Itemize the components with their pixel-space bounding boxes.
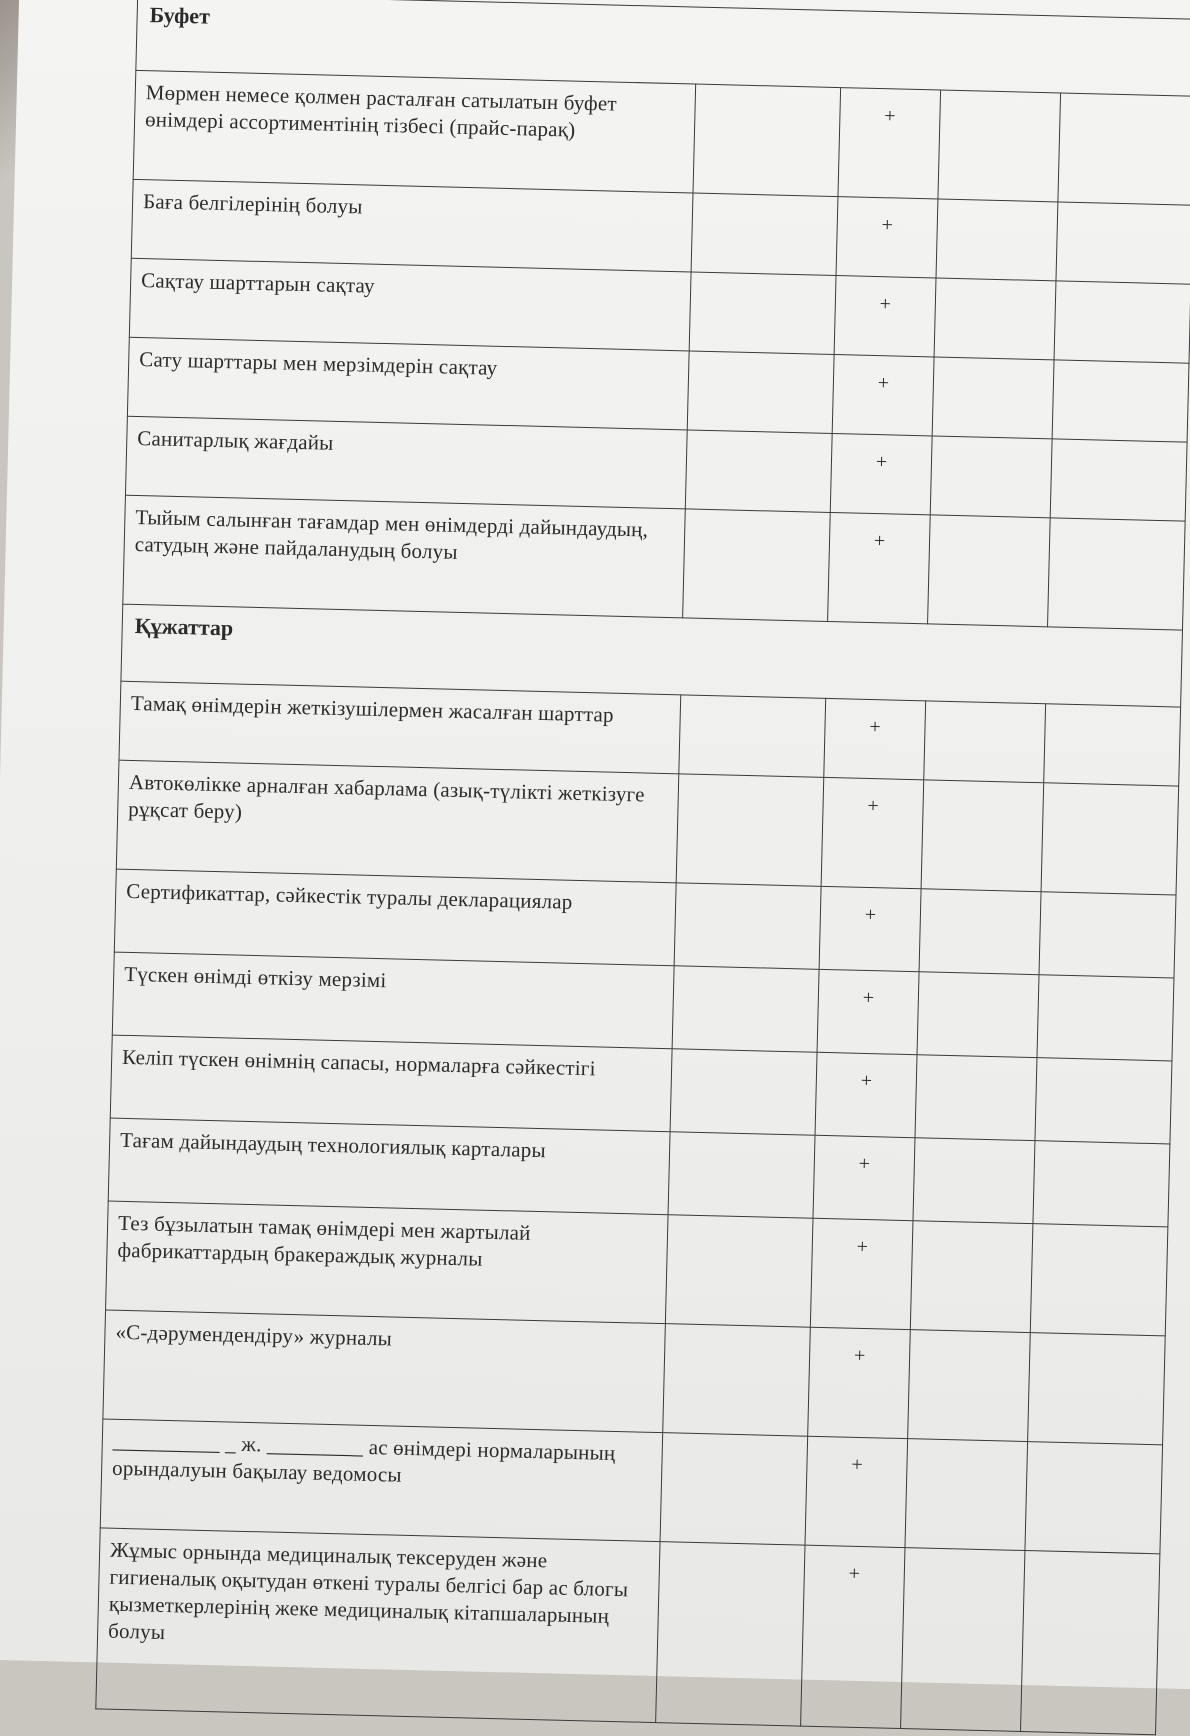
empty-cell: [689, 272, 836, 355]
empty-cell: [913, 1138, 1035, 1224]
table-row: [96, 1528, 1160, 1735]
empty-cell: [905, 1439, 1028, 1551]
empty-cell: [932, 357, 1054, 439]
item-text: Автокөлікке арналған хабарлама (азық-түлікті жеткізуге рұқсат беру): [116, 760, 678, 883]
empty-cell: [1054, 281, 1190, 363]
item-text: __________ _ ж. _________ ас өнімдері нормаларының орындалуын бақылау ведомосы: [100, 1419, 662, 1542]
empty-cell: [672, 966, 819, 1053]
item-text: Тағам дайындаудың технологиялық карталары: [108, 1118, 670, 1215]
empty-cell: [924, 701, 1046, 783]
empty-cell: [934, 278, 1056, 360]
empty-cell: [1037, 975, 1174, 1061]
empty-cell: [679, 695, 826, 778]
empty-cell: [1039, 892, 1176, 978]
empty-cell: [1030, 1224, 1168, 1336]
check-mark: +: [810, 1218, 913, 1329]
empty-cell: [691, 193, 838, 276]
empty-cell: [915, 1055, 1037, 1141]
empty-cell: [668, 1132, 815, 1219]
empty-cell: [663, 1324, 811, 1437]
item-text: Түскен өнімді өткізу мерзімі: [112, 952, 674, 1049]
checklist-sheet: [95, 0, 1190, 1735]
empty-cell: [917, 972, 1039, 1058]
check-mark: +: [819, 886, 921, 971]
empty-cell: [674, 883, 821, 970]
check-mark: +: [836, 197, 938, 278]
empty-cell: [1033, 1141, 1170, 1227]
empty-cell: [928, 515, 1051, 627]
check-mark: +: [817, 969, 919, 1054]
item-text: Мөрмен немесе қолмен расталған сатылатын буфет өнімдері ассортиментінің тізбесі (прайс-парақ): [133, 70, 695, 193]
empty-cell: [660, 1433, 808, 1546]
empty-cell: [1058, 93, 1190, 205]
empty-cell: [921, 780, 1044, 892]
item-text: Сертификаттар, сәйкестік туралы декларациялар: [114, 869, 676, 966]
empty-cell: [1048, 518, 1186, 630]
empty-cell: [919, 889, 1041, 975]
check-mark: +: [821, 777, 924, 888]
empty-cell: [693, 84, 841, 197]
empty-cell: [908, 1330, 1031, 1442]
empty-cell: [1035, 1058, 1172, 1144]
check-mark: +: [801, 1545, 905, 1728]
empty-cell: [1056, 202, 1190, 284]
empty-cell: [1041, 783, 1179, 895]
empty-cell: [910, 1221, 1033, 1333]
checklist-table: [95, 0, 1190, 1735]
empty-cell: [901, 1548, 1025, 1732]
empty-cell: [1044, 704, 1181, 786]
check-mark: +: [815, 1052, 917, 1137]
item-text: Баға белгілерінің болуы: [131, 179, 693, 272]
empty-cell: [670, 1049, 817, 1136]
item-text: Тамақ өнімдерін жеткізушілермен жасалған шарттар: [119, 681, 681, 774]
check-mark: +: [832, 355, 934, 436]
empty-cell: [676, 774, 824, 887]
item-text: Жұмыс орнында медициналық тексеруден және гигиеналық оқытудан өткені туралы белгісі бар ас блогы қызметкерлерінің жеке медициналық кітапшаларының болуы: [96, 1528, 660, 1723]
empty-cell: [687, 351, 834, 434]
item-text: «С-дәрумендендіру» журналы: [103, 1310, 665, 1433]
check-mark: +: [834, 276, 936, 357]
empty-cell: [1050, 439, 1187, 521]
item-text: Санитарлық жағдайы: [125, 416, 687, 509]
empty-cell: [665, 1215, 813, 1328]
empty-cell: [938, 90, 1061, 202]
check-mark: +: [830, 433, 932, 514]
item-text: Тез бұзылатын тамақ өнімдері мен жартылай фабрикаттардың бракераждық журналы: [106, 1201, 668, 1324]
item-text: Сақтау шарттарын сақтау: [129, 258, 691, 351]
empty-cell: [656, 1542, 805, 1726]
check-mark: +: [805, 1436, 908, 1547]
check-mark: +: [824, 698, 926, 779]
check-mark: +: [838, 88, 941, 199]
empty-cell: [685, 430, 832, 513]
check-mark: +: [808, 1327, 911, 1438]
check-mark: +: [813, 1135, 915, 1220]
item-text: Сату шарттары мен мерзімдерін сақтау: [127, 337, 689, 430]
empty-cell: [1028, 1333, 1166, 1445]
check-mark: +: [828, 512, 931, 623]
empty-cell: [930, 436, 1052, 518]
empty-cell: [683, 509, 831, 622]
empty-cell: [936, 199, 1058, 281]
section-title: Буфет: [136, 0, 1190, 96]
empty-cell: [1052, 360, 1189, 442]
empty-cell: [1021, 1551, 1160, 1735]
item-text: Келіп түскен өнімнің сапасы, нормаларға сәйкестігі: [110, 1035, 672, 1132]
item-text: Тыйым салынған тағамдар мен өнімдерді дайындаудың, сатудың және пайдаланудың болуы: [123, 495, 685, 618]
empty-cell: [1025, 1442, 1163, 1554]
section-title: Құжаттар: [121, 604, 1183, 707]
